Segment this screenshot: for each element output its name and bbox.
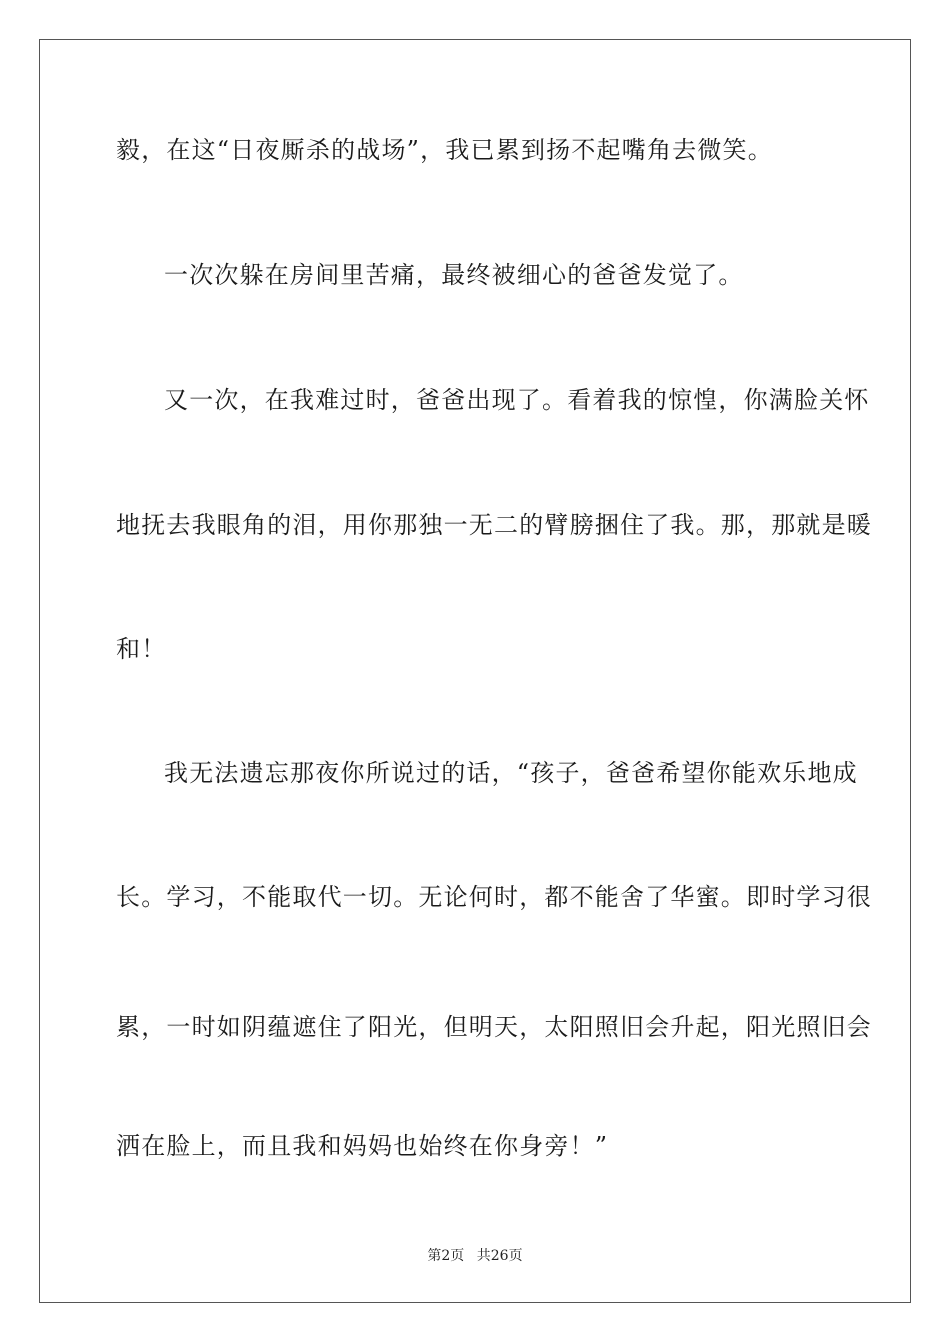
paragraph-line: 我无法遗忘那夜你所说过的话，“孩子，爸爸希望你能欢乐地成 [164, 759, 858, 787]
page-total: 共26页 [476, 1248, 523, 1264]
paragraph-line: 和！ [116, 635, 167, 663]
page-border [39, 39, 911, 1303]
paragraph-line: 毅，在这“日夜厮杀的战场”，我已累到扬不起嘴角去微笑。 [116, 136, 773, 164]
paragraph-line: 又一次，在我难过时，爸爸出现了。看着我的惊惶，你满脸关怀 [164, 386, 870, 414]
page-footer [0, 1247, 950, 1265]
paragraph-line: 累，一时如阴蕴遮住了阳光，但明天，太阳照旧会升起，阳光照旧会 [116, 1013, 872, 1041]
paragraph-line: 洒在脸上，而且我和妈妈也始终在你身旁！” [116, 1132, 609, 1160]
paragraph-line: 长。学习，不能取代一切。无论何时，都不能舍了华蜜。即时学习很 [116, 883, 872, 911]
page-number: 第2页 [427, 1248, 465, 1264]
paragraph-line: 地抚去我眼角的泪，用你那独一无二的臂膀捆住了我。那，那就是暖 [116, 511, 872, 539]
paragraph-line: 一次次躲在房间里苦痛，最终被细心的爸爸发觉了。 [164, 261, 744, 289]
